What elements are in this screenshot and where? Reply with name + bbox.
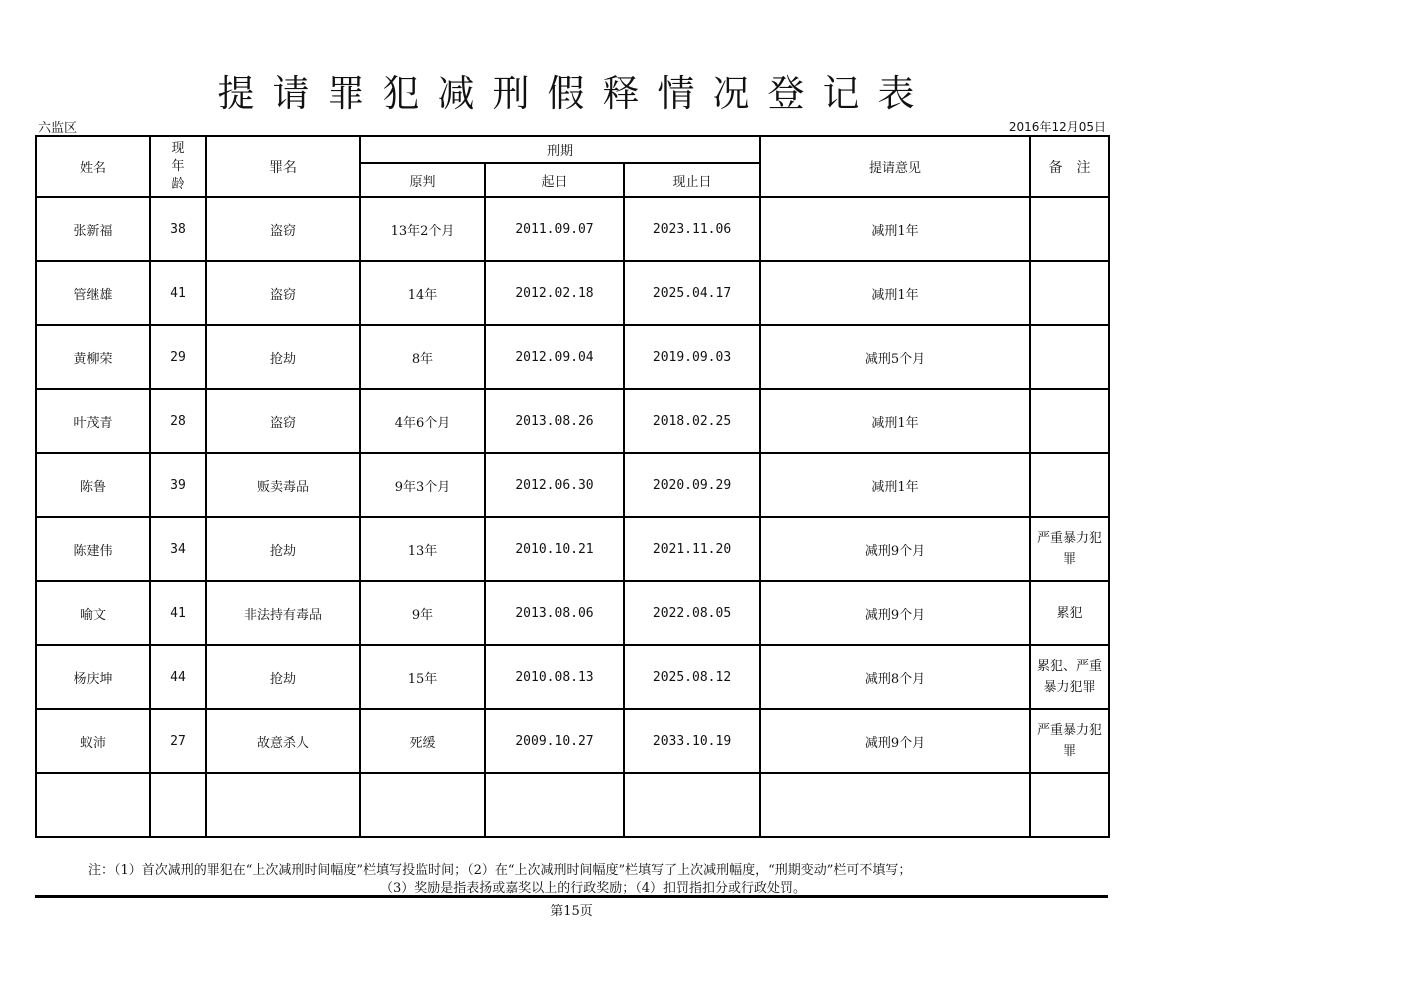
- cell-crime: 抢劫: [206, 517, 360, 581]
- cell-name: 陈鲁: [36, 453, 150, 517]
- cell-age: [150, 773, 206, 837]
- cell-end-date: 2025.04.17: [624, 261, 760, 325]
- cell-age: 44: [150, 645, 206, 709]
- cell-end-date: 2023.11.06: [624, 197, 760, 261]
- cell-age: 41: [150, 581, 206, 645]
- cell-start-date: 2012.06.30: [485, 453, 624, 517]
- cell-start-date: 2013.08.06: [485, 581, 624, 645]
- cell-original-sentence: 13年2个月: [360, 197, 485, 261]
- footnote-line: （3）奖励是指表扬或嘉奖以上的行政奖励；（4）扣罚指扣分或行政处罚。: [379, 881, 807, 896]
- cell-end-date: 2019.09.03: [624, 325, 760, 389]
- cell-age: 27: [150, 709, 206, 773]
- cell-age: 38: [150, 197, 206, 261]
- bottom-rule: [35, 895, 1108, 898]
- cell-end-date: 2025.08.12: [624, 645, 760, 709]
- cell-remark: [1030, 773, 1109, 837]
- cell-opinion: 减刑9个月: [760, 709, 1030, 773]
- cell-original-sentence: 死缓: [360, 709, 485, 773]
- cell-start-date: 2012.02.18: [485, 261, 624, 325]
- footnote-line: 注：（1）首次减刑的罪犯在“上次减刑时间幅度”栏填写投监时间；（2）在“上次减刑时间幅度”栏填写了上次减刑幅度，“刑期变动”栏可不填写；: [88, 863, 912, 878]
- cell-end-date: 2020.09.29: [624, 453, 760, 517]
- cell-end-date: 2022.08.05: [624, 581, 760, 645]
- cell-remark: 累犯、严重暴力犯罪: [1030, 645, 1109, 709]
- header-end-date: 现止日: [624, 163, 760, 197]
- table-row-empty: [36, 773, 1109, 837]
- cell-start-date: [485, 773, 624, 837]
- cell-crime: 抢劫: [206, 645, 360, 709]
- cell-start-date: 2010.08.13: [485, 645, 624, 709]
- cell-end-date: 2033.10.19: [624, 709, 760, 773]
- table-row: [36, 709, 1109, 773]
- footnote: [88, 862, 1098, 898]
- cell-remark: [1030, 453, 1109, 517]
- cell-name: [36, 773, 150, 837]
- cell-name: 张新福: [36, 197, 150, 261]
- table-row: [36, 645, 1109, 709]
- header-age-line: 龄: [171, 176, 185, 192]
- cell-opinion: 减刑1年: [760, 453, 1030, 517]
- cell-opinion: 减刑8个月: [760, 645, 1030, 709]
- cell-opinion: 减刑1年: [760, 261, 1030, 325]
- cell-crime: 盗窃: [206, 197, 360, 261]
- cell-crime: 故意杀人: [206, 709, 360, 773]
- cell-original-sentence: 13年: [360, 517, 485, 581]
- table-row: [36, 197, 1109, 261]
- cell-crime: 抢劫: [206, 325, 360, 389]
- header-remark: 备 注: [1030, 136, 1109, 197]
- cell-start-date: 2010.10.21: [485, 517, 624, 581]
- cell-opinion: 减刑9个月: [760, 517, 1030, 581]
- cell-crime: 盗窃: [206, 261, 360, 325]
- cell-crime: 盗窃: [206, 389, 360, 453]
- cell-original-sentence: 4年6个月: [360, 389, 485, 453]
- registration-table: [35, 135, 1110, 838]
- cell-age: 41: [150, 261, 206, 325]
- cell-end-date: 2021.11.20: [624, 517, 760, 581]
- table-row: [36, 517, 1109, 581]
- cell-name: 黄柳荣: [36, 325, 150, 389]
- table-row: [36, 581, 1109, 645]
- cell-end-date: [624, 773, 760, 837]
- cell-opinion: 减刑9个月: [760, 581, 1030, 645]
- cell-start-date: 2013.08.26: [485, 389, 624, 453]
- cell-name: 蚁沛: [36, 709, 150, 773]
- cell-opinion: 减刑1年: [760, 389, 1030, 453]
- report-date: 2016年12月05日: [1008, 120, 1106, 134]
- cell-original-sentence: [360, 773, 485, 837]
- cell-name: 陈建伟: [36, 517, 150, 581]
- table-row: [36, 453, 1109, 517]
- header-opinion: 提请意见: [760, 136, 1030, 197]
- cell-original-sentence: 14年: [360, 261, 485, 325]
- cell-opinion: 减刑1年: [760, 197, 1030, 261]
- header-start-date: 起日: [485, 163, 624, 197]
- cell-remark: [1030, 389, 1109, 453]
- cell-start-date: 2009.10.27: [485, 709, 624, 773]
- cell-name: 管继雄: [36, 261, 150, 325]
- cell-name: 喻文: [36, 581, 150, 645]
- cell-name: 杨庆坤: [36, 645, 150, 709]
- cell-original-sentence: 9年: [360, 581, 485, 645]
- table-row: [36, 261, 1109, 325]
- cell-opinion: [760, 773, 1030, 837]
- cell-original-sentence: 9年3个月: [360, 453, 485, 517]
- cell-crime: 贩卖毒品: [206, 453, 360, 517]
- cell-remark: 严重暴力犯罪: [1030, 709, 1109, 773]
- cell-opinion: 减刑5个月: [760, 325, 1030, 389]
- cell-original-sentence: 8年: [360, 325, 485, 389]
- cell-age: 29: [150, 325, 206, 389]
- cell-remark: [1030, 261, 1109, 325]
- page-number: 第15页: [550, 904, 593, 919]
- header-name: 姓名: [36, 136, 150, 197]
- header-age-line: 年: [171, 158, 185, 174]
- header-age: [150, 136, 206, 197]
- document-title: 提请罪犯减刑假释情况登记表: [217, 72, 933, 115]
- cell-end-date: 2018.02.25: [624, 389, 760, 453]
- cell-remark: [1030, 325, 1109, 389]
- cell-start-date: 2012.09.04: [485, 325, 624, 389]
- cell-original-sentence: 15年: [360, 645, 485, 709]
- cell-crime: [206, 773, 360, 837]
- cell-crime: 非法持有毒品: [206, 581, 360, 645]
- cell-name: 叶茂青: [36, 389, 150, 453]
- table-row: [36, 389, 1109, 453]
- header-age-line: 现: [171, 140, 185, 156]
- cell-remark: [1030, 197, 1109, 261]
- cell-age: 28: [150, 389, 206, 453]
- cell-start-date: 2011.09.07: [485, 197, 624, 261]
- header-term: 刑期: [360, 136, 760, 163]
- header-original-sentence: 原判: [360, 163, 485, 197]
- header-crime: 罪名: [206, 136, 360, 197]
- table-row: [36, 325, 1109, 389]
- cell-age: 39: [150, 453, 206, 517]
- cell-age: 34: [150, 517, 206, 581]
- prison-unit: 六监区: [38, 121, 78, 136]
- cell-remark: 累犯: [1030, 581, 1109, 645]
- cell-remark: 严重暴力犯罪: [1030, 517, 1109, 581]
- table-body: [36, 197, 1109, 837]
